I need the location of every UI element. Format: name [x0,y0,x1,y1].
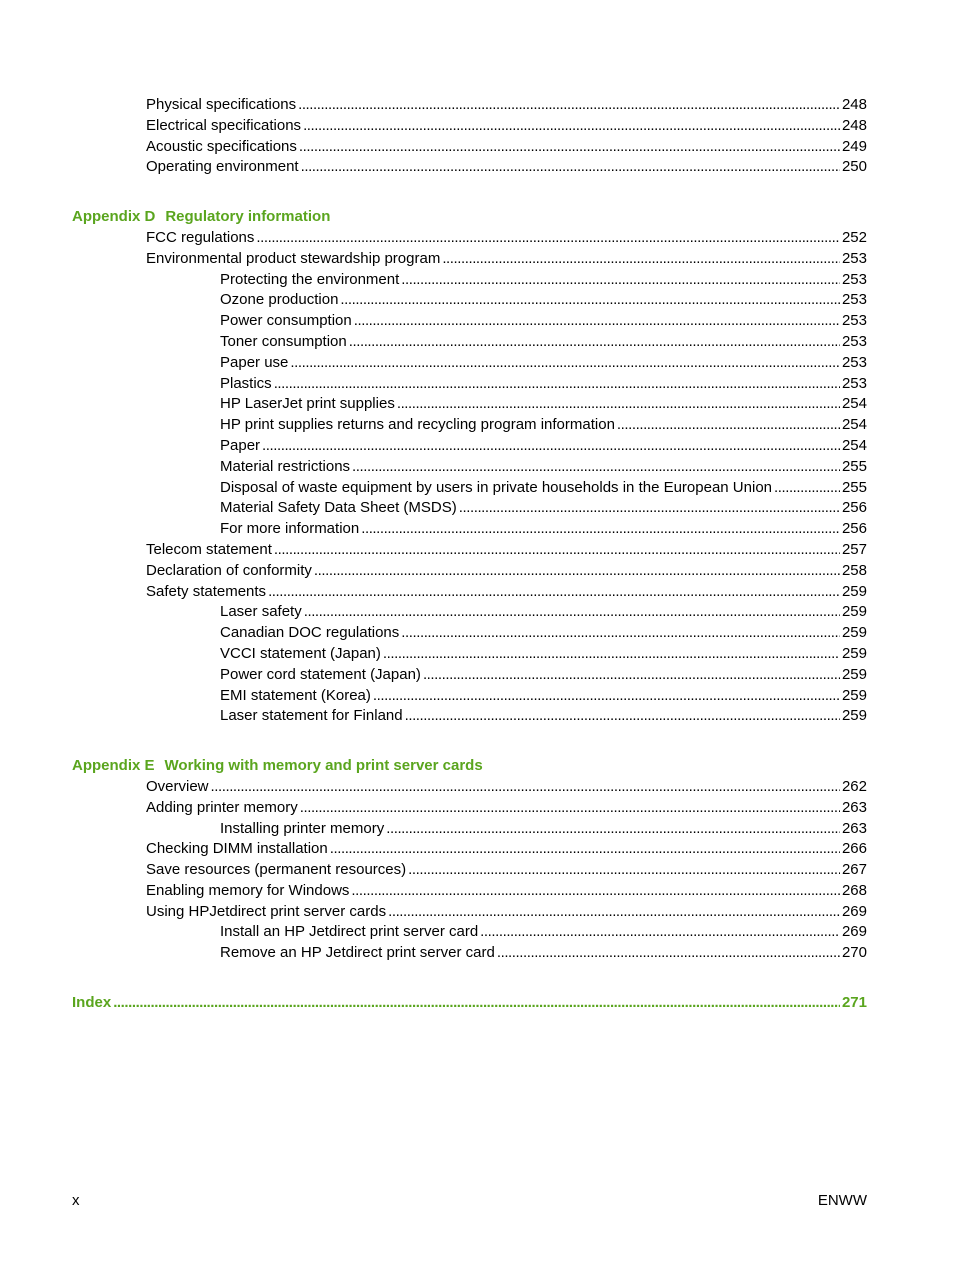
dot-leader [774,478,840,499]
toc-entry-title: Paper [220,436,261,454]
toc-entry[interactable] [72,436,867,457]
toc-entry-page: 256 [841,499,867,517]
dot-leader [262,436,840,457]
toc-entry-page: 253 [841,249,867,267]
dot-leader [373,686,840,707]
toc-entry-title: Safety statements [146,582,267,600]
toc-entry-title: Environmental product stewardship program [146,249,441,267]
dot-leader [617,415,840,436]
toc-entry-page: 256 [841,520,867,538]
toc-entry[interactable] [72,394,867,415]
dot-leader [298,95,840,116]
toc-entry-title: Telecom statement [146,540,272,558]
dot-leader [299,137,840,158]
toc-entry[interactable] [72,922,867,943]
toc-entry-title: Disposal of waste equipment by users in private households in the European Union [220,478,772,496]
toc-entry[interactable] [72,157,867,178]
dot-leader [211,777,840,798]
toc-entry-title: EMI statement (Korea) [220,686,371,704]
toc-entry[interactable] [72,623,867,644]
toc-entry[interactable] [72,706,867,727]
toc-entry[interactable] [72,415,867,436]
dot-leader [401,623,840,644]
dot-leader [268,582,840,603]
toc-entry-page: 259 [841,624,867,642]
dot-leader [405,706,840,727]
toc-entry-page: 263 [841,819,867,837]
toc-entry-page: 249 [841,137,867,155]
toc-entry[interactable] [72,95,867,116]
toc-entry-title: Save resources (permanent resources) [146,861,407,879]
dot-leader [349,332,840,353]
toc-entry[interactable] [72,457,867,478]
toc-entry[interactable] [72,374,867,395]
dot-leader [300,798,840,819]
toc-entry[interactable] [72,839,867,860]
dot-leader [330,839,840,860]
dot-leader [401,270,840,291]
toc-entry-title: Installing printer memory [220,819,385,837]
toc-entry-page: 250 [841,158,867,176]
dot-leader [303,116,840,137]
appendix-number: Appendix D [72,208,156,226]
page-number: x [72,1192,80,1209]
toc-entry[interactable] [72,311,867,332]
dot-leader [290,353,840,374]
dot-leader [351,881,840,902]
dot-leader [388,902,840,923]
dot-leader [442,249,840,270]
toc-entry[interactable] [72,602,867,623]
toc-entry-title: Physical specifications [146,96,297,113]
toc-entry-page: 253 [841,353,867,371]
toc-entry[interactable] [72,665,867,686]
index-page: 271 [841,994,867,1012]
toc-entry[interactable] [72,332,867,353]
toc-entry-title: Ozone production [220,291,339,309]
toc-entry[interactable] [72,249,867,270]
dot-leader [361,519,840,540]
dot-leader [423,665,840,686]
footer-label: ENWW [817,1192,867,1209]
toc-entry[interactable] [72,582,867,603]
toc-entry-title: FCC regulations [146,228,255,246]
toc-entry-title: Plastics [220,374,272,392]
toc-entry-title: Power consumption [220,312,352,330]
toc-entry-page: 253 [841,332,867,350]
dot-leader [274,540,840,561]
toc-entry[interactable] [72,881,867,902]
dot-leader [314,561,840,582]
toc-entry[interactable] [72,270,867,291]
toc-entry[interactable] [72,644,867,665]
toc-entry-page: 267 [841,861,867,879]
toc-entry[interactable] [72,290,867,311]
dot-leader [386,819,840,840]
toc-entry[interactable] [72,519,867,540]
toc-entry-title: Remove an HP Jetdirect print server card [220,944,495,962]
toc-entry-page: 253 [841,312,867,330]
toc-entry-page: 268 [841,881,867,899]
toc-entry-title: Laser safety [220,603,302,621]
dot-leader [459,498,840,519]
appendix-heading[interactable] [72,207,867,228]
dot-leader [397,394,840,415]
toc-entry-title: Power cord statement (Japan) [220,665,421,683]
dot-leader [354,311,840,332]
toc-entry-title: Material restrictions [220,457,351,475]
toc-entry-page: 254 [841,436,867,454]
toc-entry-page: 258 [841,561,867,579]
toc-entry-page: 255 [841,478,867,496]
toc-entry-page: 263 [841,798,867,816]
toc-entry[interactable] [72,137,867,158]
page-footer [72,1192,867,1209]
toc-entry-page: 259 [841,707,867,725]
dot-leader [301,157,840,178]
dot-leader [497,943,840,964]
dot-leader [352,457,840,478]
toc-entry-page: 253 [841,291,867,309]
toc-entry[interactable] [72,498,867,519]
toc-entry[interactable] [72,777,867,798]
toc-entry[interactable] [72,819,867,840]
toc-entry-page: 259 [841,686,867,704]
toc-entry-page: 259 [841,665,867,683]
toc-entry-page: 257 [841,540,867,558]
toc-entry[interactable] [72,478,867,499]
toc-entry-page: 254 [841,416,867,434]
dot-leader [274,374,840,395]
toc-entry-title: VCCI statement (Japan) [220,644,381,662]
toc-entry-title: Paper use [220,353,289,371]
dot-leader [480,922,840,943]
toc-entry-page: 269 [841,923,867,941]
toc-entry-title: Protecting the environment [220,270,400,288]
table-of-contents [72,95,867,1014]
appendix-title: Working with memory and print server cards [164,757,483,775]
toc-entry-title: Checking DIMM installation [146,840,328,858]
dot-leader [304,602,840,623]
toc-entry-title: Adding printer memory [146,798,298,816]
toc-entry[interactable] [72,798,867,819]
toc-entry-page: 253 [841,270,867,288]
toc-entry-title: Laser statement for Finland [220,707,403,725]
toc-entry-page: 248 [841,96,867,113]
toc-entry[interactable] [72,116,867,137]
toc-entry-page: 269 [841,902,867,920]
toc-entry[interactable] [72,228,867,249]
index-title: Index [72,994,112,1012]
toc-entry-title: Using HPJetdirect print server cards [146,902,387,920]
toc-entry-title: Operating environment [146,158,299,176]
index-entry[interactable] [72,993,867,1014]
toc-entry-title: HP print supplies returns and recycling program information [220,416,615,434]
toc-entry[interactable] [72,860,867,881]
toc-entry-title: Electrical specifications [146,116,302,134]
appendix-title: Regulatory information [165,208,331,226]
dot-leader [113,993,840,1014]
toc-entry-page: 248 [841,116,867,134]
toc-entry-title: Canadian DOC regulations [220,624,400,642]
toc-entry-page: 270 [841,944,867,962]
toc-entry-page: 254 [841,395,867,413]
toc-entry-title: Enabling memory for Windows [146,881,350,899]
dot-leader [383,644,840,665]
toc-entry[interactable] [72,353,867,374]
toc-entry-title: For more information [220,520,360,538]
toc-entry-page: 259 [841,603,867,621]
toc-entry-title: Declaration of conformity [146,561,312,579]
toc-entry-page: 255 [841,457,867,475]
toc-entry[interactable] [72,902,867,923]
toc-entry-title: Overview [146,777,209,795]
toc-entry-title: Toner consumption [220,332,347,350]
dot-leader [256,228,840,249]
toc-entry-page: 262 [841,777,867,795]
toc-entry-title: HP LaserJet print supplies [220,395,395,413]
toc-entry-title: Install an HP Jetdirect print server card [220,923,479,941]
toc-entry-page: 252 [841,228,867,246]
toc-entry[interactable] [72,943,867,964]
toc-entry-page: 266 [841,840,867,858]
toc-entry-page: 259 [841,582,867,600]
toc-entry[interactable] [72,686,867,707]
appendix-heading[interactable] [72,756,867,777]
appendix-number: Appendix E [72,757,155,775]
toc-entry[interactable] [72,540,867,561]
toc-entry[interactable] [72,561,867,582]
dot-leader [408,860,840,881]
toc-entry-page: 259 [841,644,867,662]
toc-entry-title: Material Safety Data Sheet (MSDS) [220,499,457,517]
dot-leader [340,290,840,311]
toc-entry-page: 253 [841,374,867,392]
toc-entry-title: Acoustic specifications [146,137,297,155]
